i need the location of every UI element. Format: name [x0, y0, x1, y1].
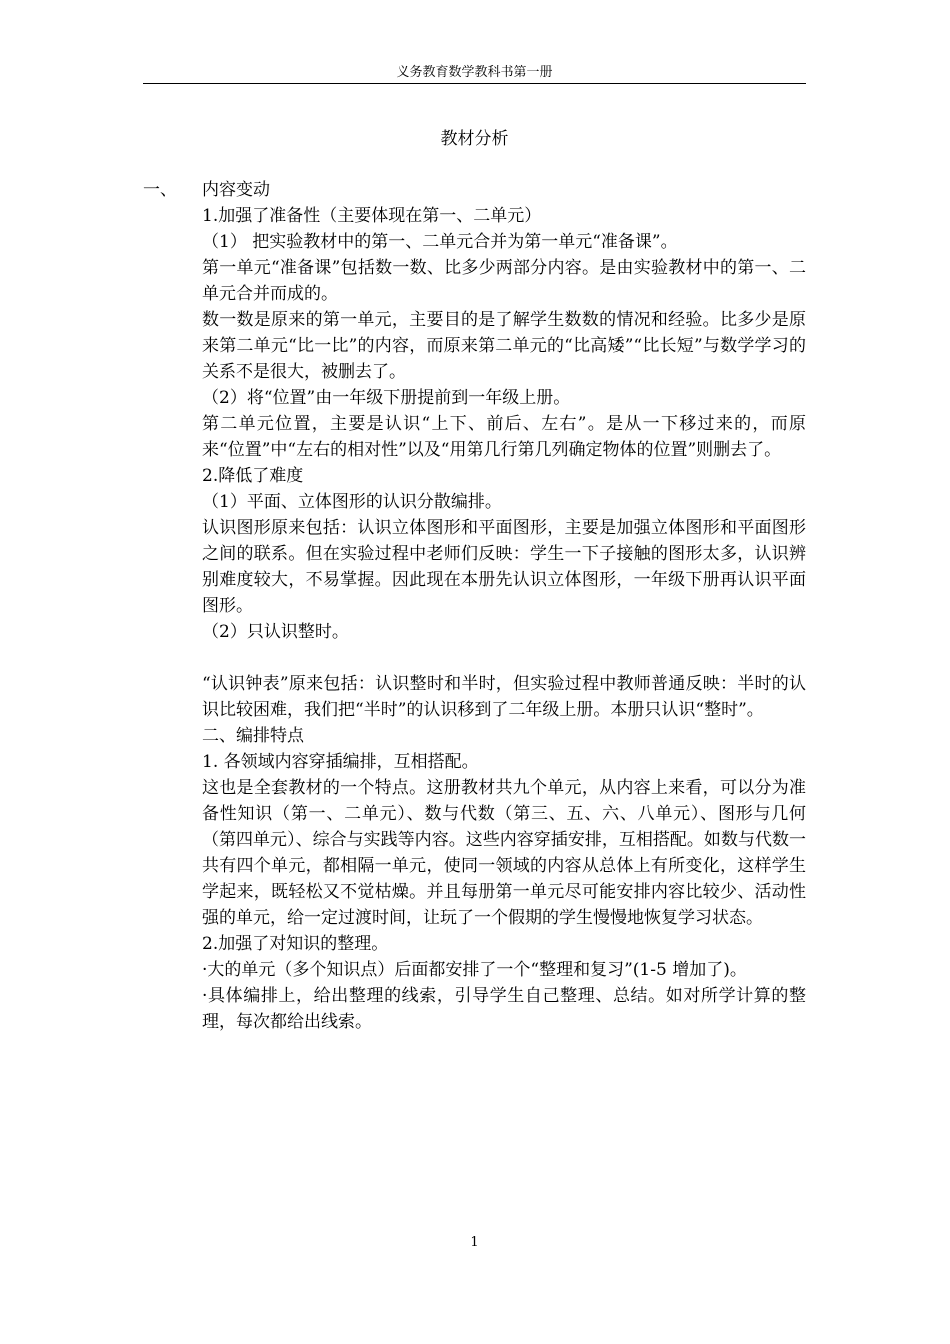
paragraph: 第一单元“准备课”包括数一数、比多少两部分内容。是由实验教材中的第一、二单元合并而成的。: [202, 258, 806, 304]
paragraph: 数一数是原来的第一单元，主要目的是了解学生数数的情况和经验。比多少是原来第二单元“比一比”的内容，而原来第二单元的“比高矮”“比长短”与数学学习的关系不是很大，被删去了。: [202, 310, 806, 382]
page-number: 1: [470, 1235, 479, 1250]
section-heading: 二、编排特点: [202, 726, 304, 746]
paragraph: （2）只认识整时。: [202, 622, 349, 642]
paragraph: 2.加强了对知识的整理。: [202, 934, 389, 954]
paragraph: ·具体编排上，给出整理的线索，引导学生自己整理、总结。如对所学计算的整理，每次都给出线索。: [202, 986, 806, 1032]
paragraph: ·大的单元（多个知识点）后面都安排了一个“整理和复习”(1-5 增加了)。: [202, 960, 747, 980]
paragraph: （1）平面、立体图形的认识分散编排。: [202, 492, 502, 512]
paragraph: “认识钟表”原来包括：认识整时和半时，但实验过程中教师普通反映：半时的认识比较困难，我们把“半时”的认识移到了二年级上册。本册只认识“整时”。: [202, 674, 806, 720]
document-title: 教材分析: [440, 129, 509, 149]
paragraph: 认识图形原来包括：认识立体图形和平面图形，主要是加强立体图形和平面图形之间的联系。但在实验过程中老师们反映：学生一下子接触的图形太多，认识辨别难度较大，不易掌握。因此现在本册先认识立体图形，一年级下册再认识平面图形。: [202, 518, 806, 616]
document-body: [202, 177, 806, 1035]
paragraph: （1） 把实验教材中的第一、二单元合并为第一单元“准备课”。: [202, 232, 678, 252]
paragraph: 1.加强了准备性（主要体现在第一、二单元）: [202, 206, 542, 226]
blank-line: [202, 645, 806, 671]
section-number: 一、: [143, 180, 177, 200]
section-heading: 内容变动: [202, 180, 270, 200]
paragraph: 2.降低了难度: [202, 466, 304, 486]
paragraph: 1. 各领域内容穿插编排，互相搭配。: [202, 752, 479, 772]
paragraph: 这也是全套教材的一个特点。这册教材共九个单元，从内容上来看，可以分为准备性知识（第一、二单元）、数与代数（第三、五、六、八单元）、图形与几何（第四单元）、综合与实践等内容。这些内容穿插安排，互相搭配。如数与代数一共有四个单元，都相隔一单元，使同一领域的内容从总体上有所变化，这样学生学起来，既轻松又不觉枯燥。并且每册第一单元尽可能安排内容比较少、活动性强的单元，给一定过渡时间，让玩了一个假期的学生慢慢地恢复学习状态。: [202, 778, 806, 928]
paragraph: 第二单元位置，主要是认识“上下、前后、左右”。是从一下移过来的，而原来“位置”中“左右的相对性”以及“用第几行第几列确定物体的位置”则删去了。: [202, 414, 806, 460]
paragraph: （2）将“位置”由一年级下册提前到一年级上册。: [202, 388, 571, 408]
page-header: 义务教育数学教科书第一册: [143, 63, 806, 84]
